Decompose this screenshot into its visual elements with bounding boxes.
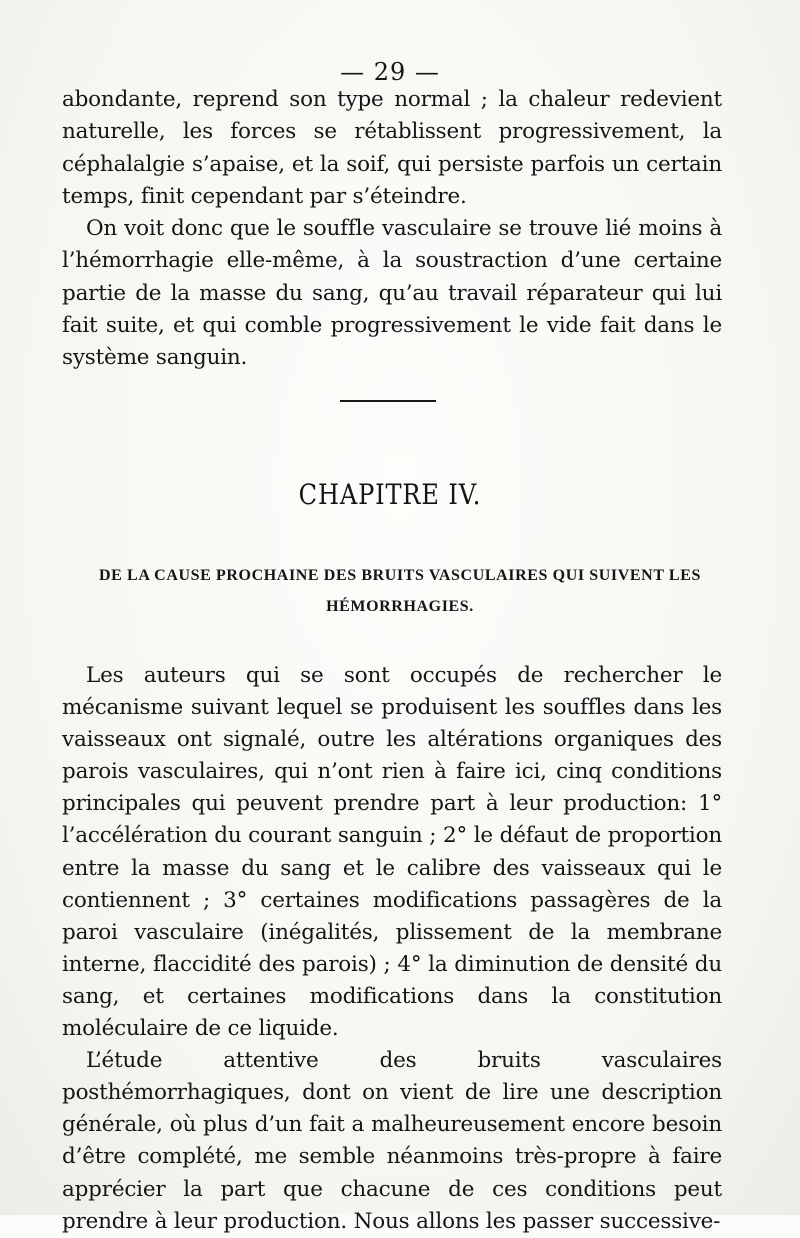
paragraph-study: L’étude attentive des bruits vasculaires posthémorrhagiques, dont on vient de lire une description générale, où plus d’un fait a malheureusement encore besoin d’être complété, me semble néanmoins très-propre à faire apprécier la part que chacune de ces conditions peut prendre à leur production. Nous allons les passer successive- xyxy=(62,1048,722,1234)
page-number: — 29 — xyxy=(340,58,440,86)
paragraph-conditions: Les auteurs qui se sont occupés de rechercher le mécanisme suivant lequel se produisent les souffles dans les vaisseaux ont signalé, outre les altérations organiques des parois vasculaires, qui n’ont rien à faire ici, cinq conditions principales qui peuvent prendre part à leur production: 1° l’accélération du courant sanguin ; 2° le défaut de proportion entre la masse du sang et le calibre des vaisseaux qui le contiennent ; 3° certaines modifications passagères de la paroi vasculaire (inégalités, plissement de la membrane interne, flaccidité des parois) ; 4° la diminution de densité du sang, et certaines modifications dans la constitution moléculaire de ce liquide. xyxy=(62,663,722,1042)
chapter-subtitle: DE LA CAUSE PROCHAINE DES BRUITS VASCULAIRES QUI SUIVENT LES HÉMORRHAGIES. xyxy=(99,567,701,615)
chapter-text xyxy=(62,660,722,1238)
paragraph-continuation: abondante, reprend son type normal ; la chaleur redevient naturelle, les forces se rétablissent progressivement, la céphalalgie s’apaise, et la soif, qui persiste parfois un certain temps, finit cependant par s’éteindre. xyxy=(62,87,722,209)
intro-text xyxy=(62,84,722,375)
chapter-title: CHAPITRE IV. xyxy=(298,478,482,511)
paragraph-conclusion: On voit donc que le souffle vasculaire se trouve lié moins à l’hémorrhagie elle-même, à la soustraction d’une certaine partie de la masse du sang, qu’au travail réparateur qui lui fait suite, et qui comble progressivement le vide fait dans le système sanguin. xyxy=(62,216,722,371)
section-divider xyxy=(340,400,436,402)
